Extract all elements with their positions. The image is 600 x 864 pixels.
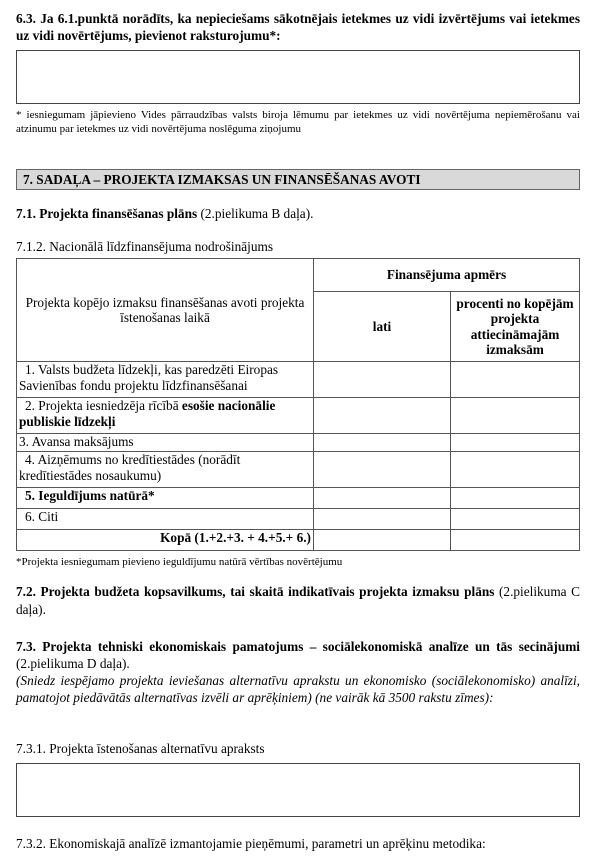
table-row (17, 509, 580, 530)
heading-7-1-2: 7.1.2. Nacionālā līdzfinansējuma nodrošinājums (16, 239, 274, 254)
header-financing-amount: Finansējuma apmērs (314, 259, 580, 292)
cell-lati[interactable] (314, 362, 451, 398)
heading-7-3-2: 7.3.2. Ekonomiskajā analīzē izmantojamie pieņēmumi, parametri un aprēķinu metodika: (16, 836, 486, 851)
heading-7-2-rest: (2.pielikuma C daļa). (16, 584, 581, 617)
cell-lati[interactable] (314, 398, 451, 434)
section-7-header (16, 169, 580, 190)
heading-7-1-rest: (2.pielikuma B daļa). (197, 206, 314, 221)
question-6-3: 6.3. Ja 6.1.punktā norādīts, ka nepieciešams sākotnējais ietekmes uz vidi izvērtējums vai ietekmes uz vidi novērtējums, pievienot raksturojumu*: (16, 11, 580, 43)
heading-7-3-bold: 7.3. Projekta tehniski ekonomiskais pamatojums – sociālekonomiskā analīze un tās secinājumi (16, 639, 580, 654)
answer-box-6-3[interactable] (16, 50, 580, 104)
row-label: 4. Aizņēmums no kredītiestādes (norādīt kredītiestādes nosaukumu) (17, 452, 314, 488)
heading-7-3-instructions: (Sniedz iespējamo projekta ieviešanas alternatīvu aprakstu un ekonomisko (sociālekonomisko) analīzi, pamatojot piedāvātās alternatīvas izvēli ar aprēķiniem) (ne vairāk kā 3500 rakstu zīmes): (16, 673, 580, 705)
financing-table (16, 258, 580, 551)
row-label-plain: 2. Projekta iesniedzēja rīcībā (25, 398, 182, 413)
header-lati: lati (314, 292, 451, 362)
table-footnote: *Projekta iesniegumam pievieno ieguldījumu natūrā vērtības novērtējumu (16, 556, 343, 568)
heading-7-3-title (16, 638, 580, 672)
row-label: 5. Ieguldījums natūrā* (17, 488, 314, 509)
table-row-total (17, 530, 580, 551)
cell-lati[interactable] (314, 434, 451, 452)
heading-7-2 (16, 583, 580, 619)
heading-7-3-1: 7.3.1. Projekta īstenošanas alternatīvu apraksts (16, 741, 265, 756)
row-label-bold: esošie nacionālie publiskie līdzekļi (19, 398, 276, 429)
heading-7-3-rest: (2.pielikuma D daļa). (16, 656, 130, 671)
cell-lati[interactable] (314, 509, 451, 530)
header-financing-sources: Projekta kopējo izmaksu finansēšanas avoti projekta īstenošanas laikā (17, 259, 314, 362)
answer-box-7-3-1[interactable] (16, 763, 580, 817)
row-label (17, 398, 314, 434)
cell-lati[interactable] (314, 452, 451, 488)
cell-percent[interactable] (451, 488, 580, 509)
heading-7-1 (16, 206, 313, 222)
table-row (17, 398, 580, 434)
table-row (17, 362, 580, 398)
total-label: Kopā (1.+2.+3. + 4.+5.+ 6.) (17, 530, 314, 551)
row-label: 6. Citi (17, 509, 314, 530)
heading-7-1-bold: 7.1. Projekta finansēšanas plāns (16, 206, 198, 221)
heading-7-2-bold: 7.2. Projekta budžeta kopsavilkums, tai skaitā indikatīvais projekta izmaksu plāns (16, 584, 495, 599)
table-row (17, 452, 580, 488)
cell-percent[interactable] (451, 434, 580, 452)
cell-percent[interactable] (451, 398, 580, 434)
cell-percent[interactable] (451, 362, 580, 398)
cell-percent-total[interactable] (451, 530, 580, 551)
heading-7-3 (16, 638, 580, 706)
question-6-3-note: * iesniegumam jāpievieno Vides pārraudzības valsts biroja lēmumu par ietekmes uz vidi novērtējuma nepiemērošanu vai atzinumu par ietekmes uz vidi novērtējuma noslēguma ziņojumu (16, 109, 580, 135)
cell-lati[interactable] (314, 488, 451, 509)
row-label: 3. Avansa maksājums (17, 434, 314, 452)
header-percent: procenti no kopējām projekta attiecināmajām izmaksām (451, 292, 580, 362)
cell-percent[interactable] (451, 509, 580, 530)
section-7-title: 7. SADAĻA – PROJEKTA IZMAKSAS UN FINANSĒŠANAS AVOTI (23, 172, 421, 187)
cell-percent[interactable] (451, 452, 580, 488)
row-label: 1. Valsts budžeta līdzekļi, kas paredzēti Eiropas Savienības fondu projektu līdzfinansēšanai (17, 362, 314, 398)
table-row (17, 434, 580, 452)
table-row (17, 488, 580, 509)
cell-lati-total[interactable] (314, 530, 451, 551)
